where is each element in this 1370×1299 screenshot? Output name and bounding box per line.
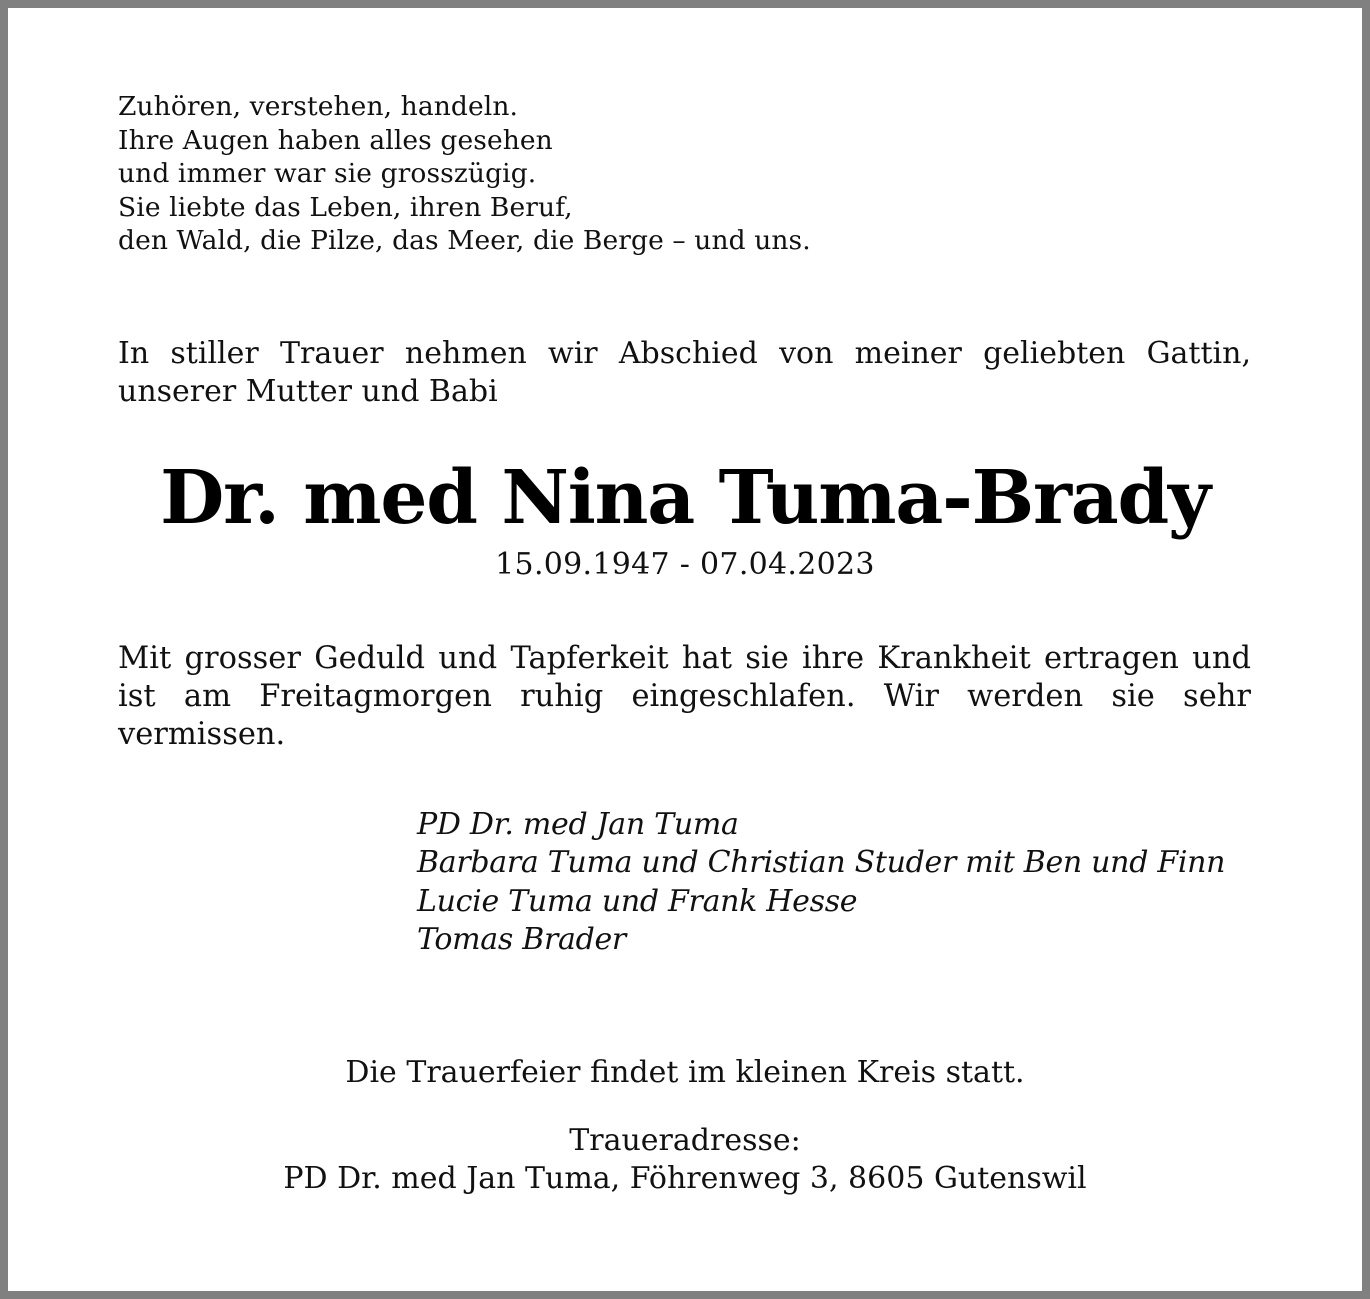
mourning-address: PD Dr. med Jan Tuma, Föhrenweg 3, 8605 Gutenswil — [283, 1161, 1087, 1196]
life-dates: 15.09.1947 - 07.04.2023 — [495, 547, 875, 582]
poem-line: den Wald, die Pilze, das Meer, die Berge – und uns. — [118, 225, 811, 257]
address-label: Traueradresse: — [569, 1123, 801, 1158]
poem-line: und immer war sie grosszügig. — [118, 158, 537, 190]
ceremony-notice: Die Trauerfeier findet im kleinen Kreis statt. — [345, 1055, 1025, 1090]
mourners-list — [417, 806, 1297, 959]
mourner-name: PD Dr. med Jan Tuma — [417, 807, 739, 842]
deceased-name: Dr. med Nina Tuma-Brady — [160, 455, 1210, 541]
message-text: Mit grosser Geduld und Tapferkeit hat sie ihre Krankheit ertragen und ist am Freitagmorgen ruhig eingeschlafen. Wir werden sie sehr vermissen. — [118, 641, 1251, 752]
mourner-name: Lucie Tuma und Frank Hesse — [417, 883, 858, 919]
intro-text: In stiller Trauer nehmen wir Abschied von meiner geliebten Gattin, unserer Mutter und Babi — [118, 336, 1251, 409]
poem — [118, 90, 1018, 258]
poem-line: Sie liebte das Leben, ihren Beruf, — [118, 191, 573, 223]
poem-line: Zuhören, verstehen, handeln. — [118, 91, 519, 122]
mourner-name: Barbara Tuma und Christian Studer mit Ben und Finn — [417, 845, 1226, 881]
mourner-name: Tomas Brader — [417, 921, 626, 957]
poem-line: Ihre Augen haben alles gesehen — [118, 124, 553, 156]
